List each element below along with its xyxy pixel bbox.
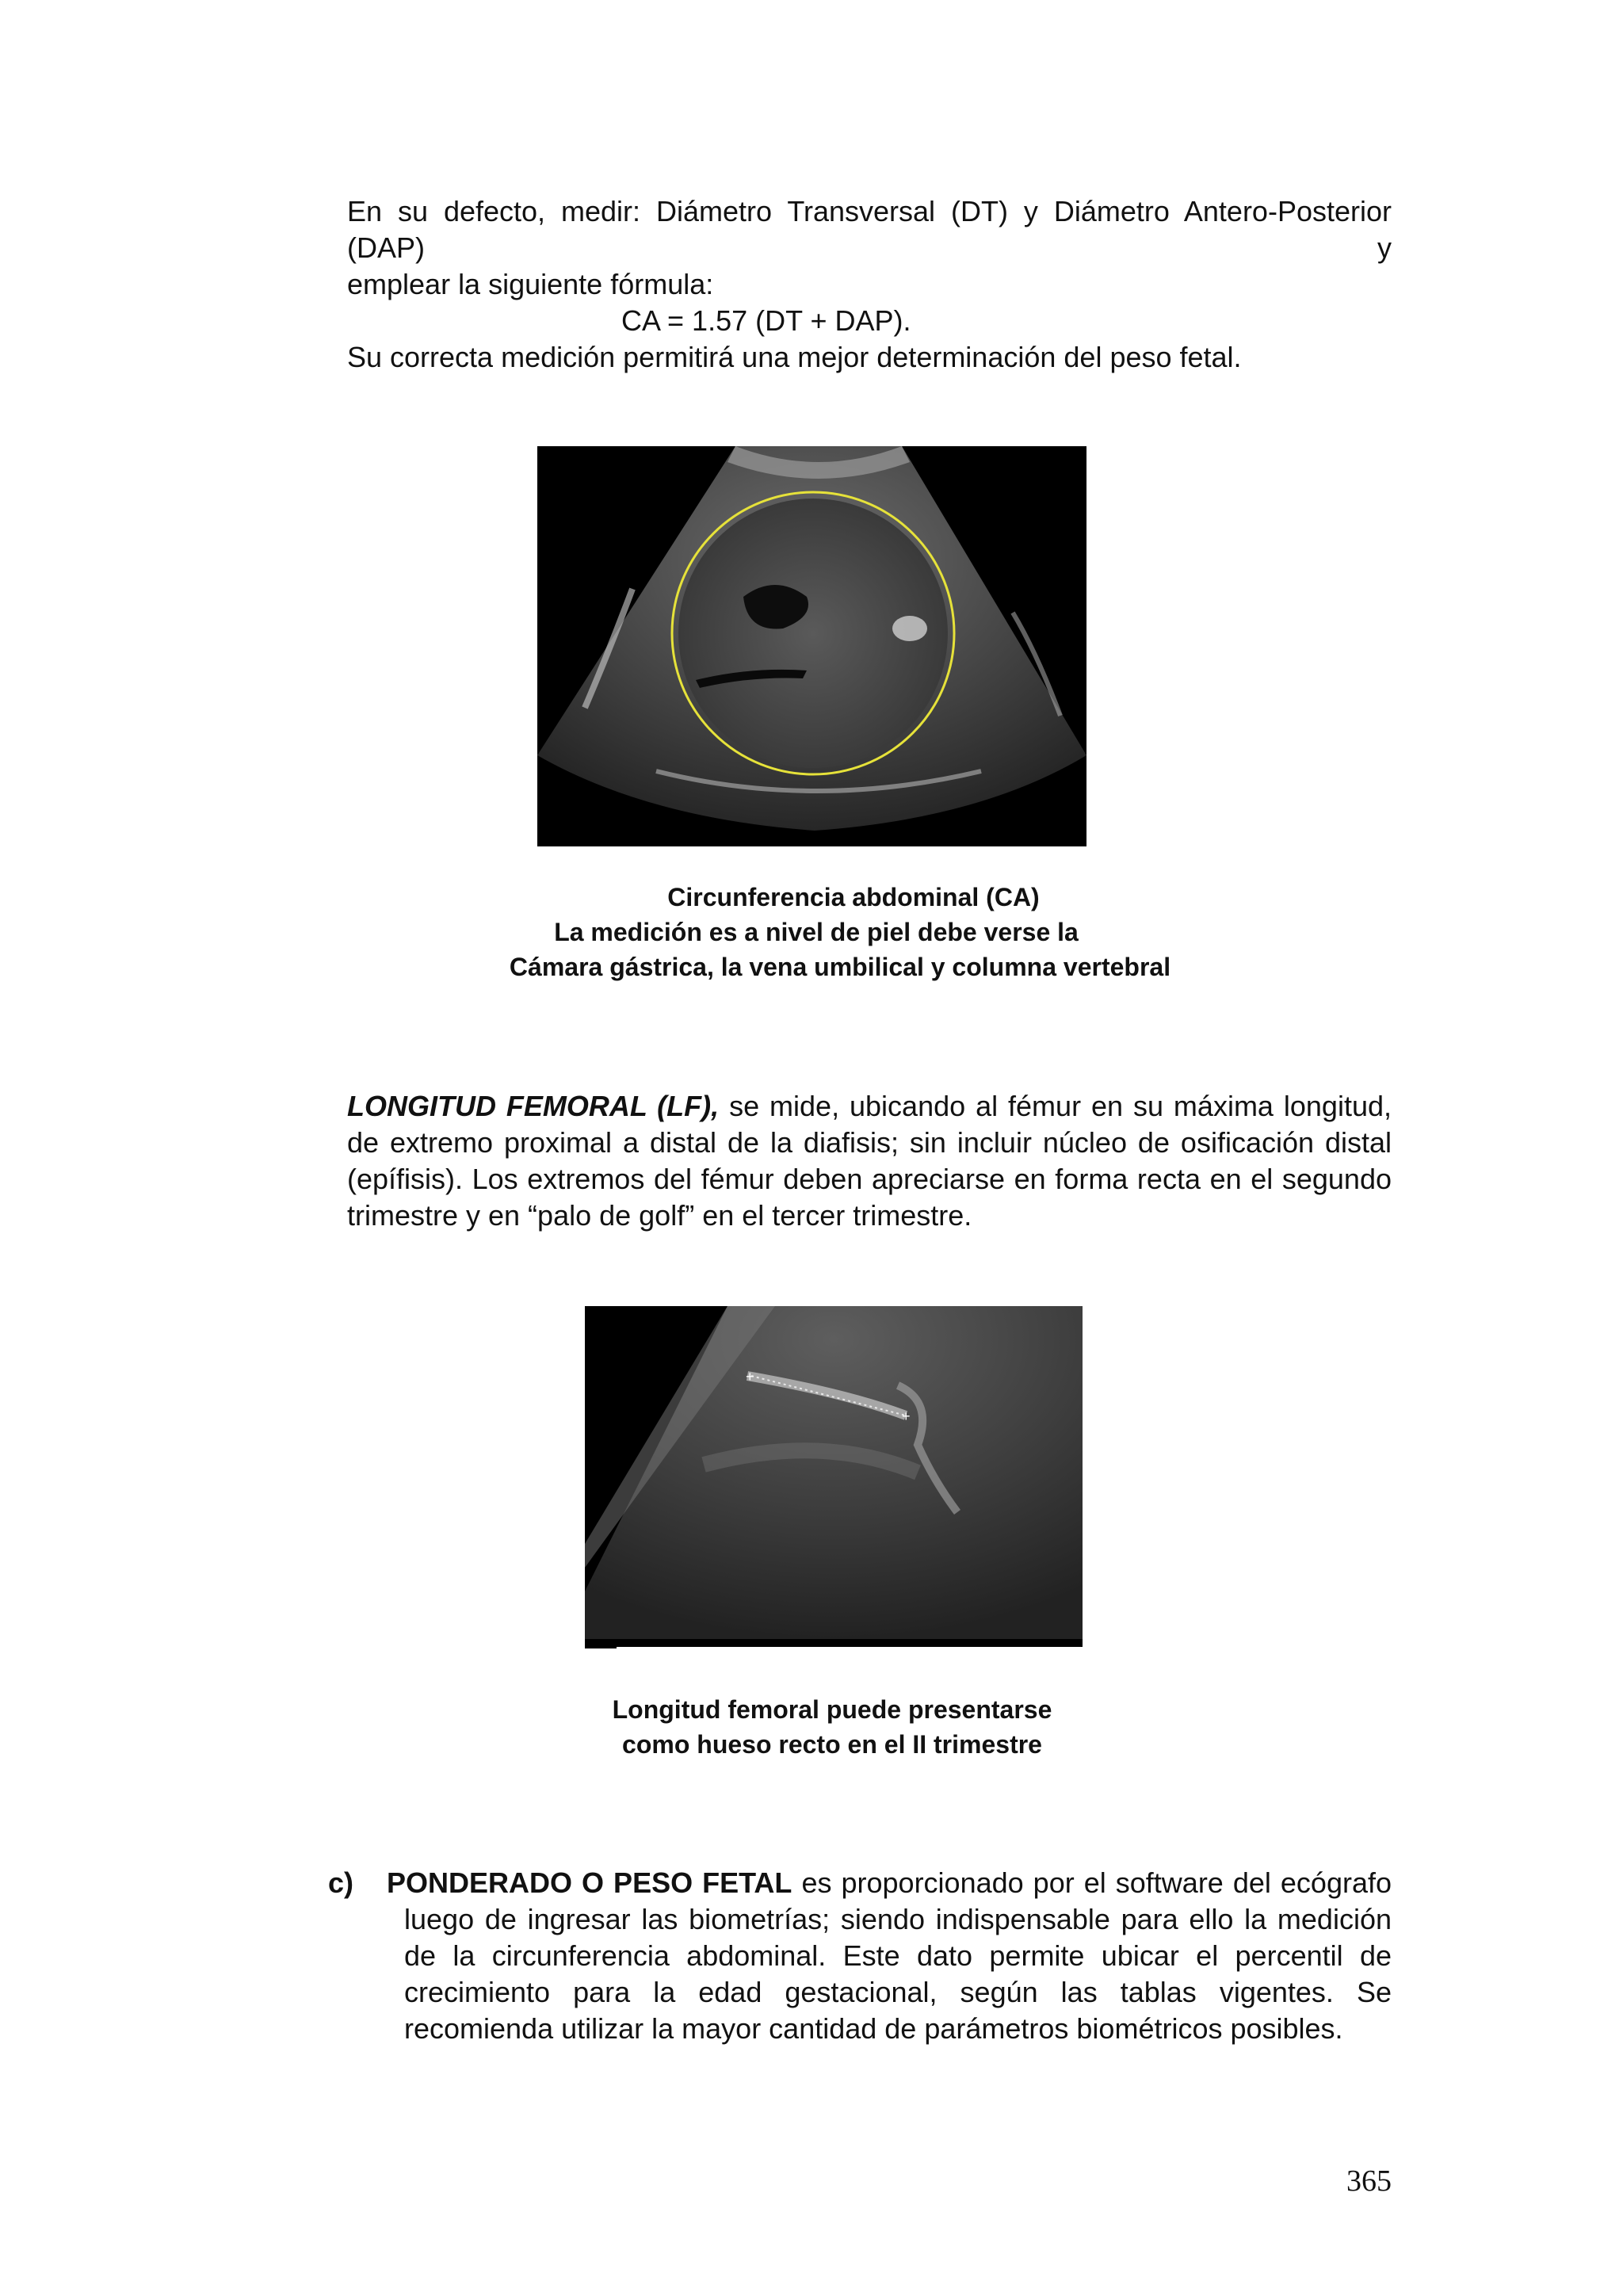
fetal-weight-term: PONDERADO O PESO FETAL [387, 1866, 792, 1899]
intro-line-3: Su correcta medición permitirá una mejor determinación del peso fetal. [347, 341, 1242, 373]
ultrasound-image-1 [537, 446, 1086, 846]
caption2-line-1: Longitud femoral puede presentarse [612, 1695, 1052, 1724]
figure2-caption [555, 1692, 1109, 1762]
intro-paragraph [347, 193, 1392, 376]
femoral-length-text: se mide, ubicando al fémur en su máxima longitud, de extremo proximal a distal de la diafisis; sin incluir núcleo de osificación distal (epífisis). Los extremos del fémur deben apreciarse en forma recta en el segundo trimestre y en “palo de golf” en el tercer trimestre. [347, 1090, 1392, 1232]
femoral-length-term: LONGITUD FEMORAL (LF), [347, 1090, 720, 1122]
list-marker-c: c) [328, 1866, 354, 1899]
abdominal-circumference-ultrasound [537, 446, 1086, 846]
fetal-weight-paragraph [328, 1865, 1392, 2047]
page-number: 365 [1346, 2164, 1392, 2198]
caption1-line-2: La medición es a nivel de piel debe verse la [554, 918, 1079, 946]
fetal-weight-first-line [387, 1865, 1392, 1901]
fetal-weight-body: luego de ingresar las biometrías; siendo indispensable para ello la medición de la circunferencia abdominal. Este dato permite ubicar el percentil de crecimiento para la edad gestacional, según las tablas vigentes. Se recomienda utilizar la mayor cantidad de parámetros biométricos posibles. [404, 1903, 1392, 2045]
intro-line-1: En su defecto, medir: Diámetro Transversal (DT) y Diámetro Antero-Posterior (DAP) y [347, 195, 1392, 264]
femoral-length-ultrasound [585, 1306, 1083, 1659]
caliper-end: + [902, 1408, 911, 1424]
caption1-line-1: Circunferencia abdominal (CA) [667, 883, 1040, 911]
caliper-start: + [746, 1369, 754, 1385]
fetal-weight-first-rest: es proporcionado por el software del ecógrafo [792, 1866, 1392, 1899]
ca-formula: CA = 1.57 (DT + DAP). [621, 304, 911, 337]
ultrasound-image-2 [585, 1306, 1083, 1659]
caption1-line-3: Cámara gástrica, la vena umbilical y columna vertebral [509, 953, 1171, 981]
caption2-line-2: como hueso recto en el II trimestre [622, 1730, 1042, 1759]
intro-line-2: emplear la siguiente fórmula: [347, 268, 714, 300]
figure1-caption [444, 880, 1236, 984]
femoral-length-paragraph [347, 1088, 1392, 1234]
